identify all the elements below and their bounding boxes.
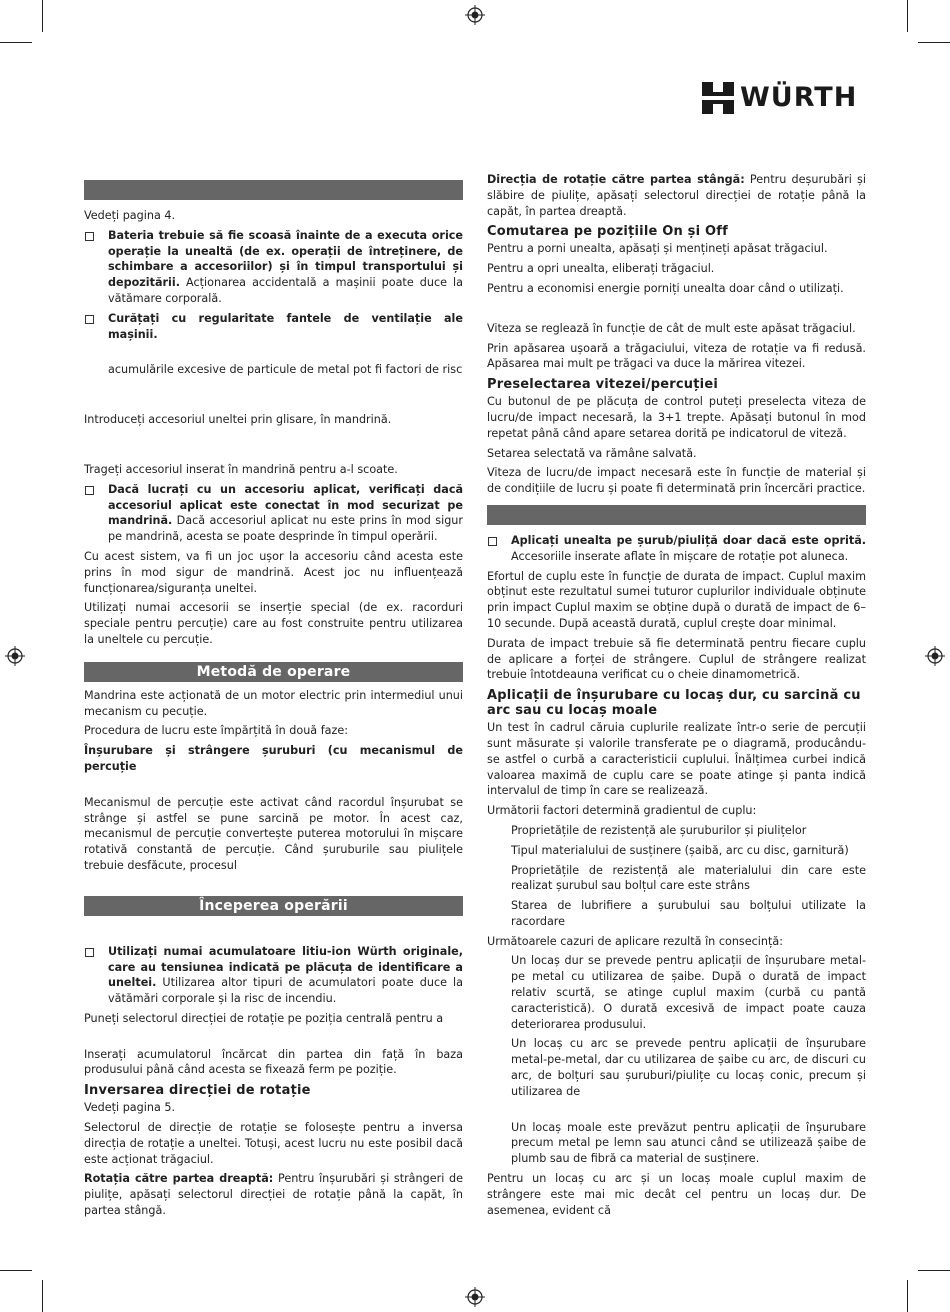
heading-operating-method: Metodă de operare bbox=[84, 662, 463, 682]
insert-battery: Inserați acumulatorul încărcat din partea din față în baza produsului până când acesta se fixează ferm pe poziție. bbox=[84, 1047, 463, 1077]
spacer bbox=[84, 779, 463, 795]
operating-p3: Înșurubare și strângere șuruburi (cu mecanismul de percuție bbox=[84, 744, 463, 773]
wurth-logo-icon bbox=[700, 80, 736, 116]
crop-mark-top-left bbox=[42, 0, 43, 32]
play-text: Cu acest sistem, va fi un joc ușor la accesoriu când acesta este prins în mod sigur de mandrină. Acest joc nu influențează funcționarea/siguranța uneltei. bbox=[84, 549, 463, 595]
on-text: Pentru a porni unealta, apăsați și mențineți apăsat trăgaciul. bbox=[487, 242, 828, 256]
section-bar-empty-1 bbox=[84, 180, 463, 200]
case-soft-joint: Un locaș moale este prevăzut pentru aplicații de înșurubare precum metal pe lemn sau atunci când se utilizează șaibe de plumb sau de fibră ca material de susținere. bbox=[511, 1120, 866, 1166]
see-page-4: Vedeți pagina 4. bbox=[84, 209, 176, 222]
brand-logo bbox=[700, 80, 870, 118]
torque-p2: Durata de impact trebuie să fie determinată pentru fiecare cuplu de aplicare a forței de strângere. Cuplul de strângere realizat trebuie întotdeauna verificat cu o cheie dinamometrică. bbox=[487, 636, 866, 682]
registration-mark-bottom-icon bbox=[465, 1287, 485, 1307]
heading-reverse-rotation: Inversarea direcției de rotație bbox=[84, 1083, 311, 1099]
crop-mark-top-right bbox=[907, 0, 908, 32]
vent-text: acumulările excesive de particule de metal pot fi factori de risc bbox=[108, 363, 463, 377]
heading-preselect: Preselectarea vitezei/percuției bbox=[487, 377, 718, 393]
cases-intro: Următoarele cazuri de aplicare rezultă în consecință: bbox=[487, 934, 783, 948]
registration-mark-left-icon bbox=[5, 646, 25, 666]
insert-accessory: Introduceți accesoriul uneltei prin glisare, în mandrină. bbox=[84, 413, 392, 427]
final-paragraph: Pentru un locaș cu arc și un locaș moale cuplul maxim de strângere este mai mic decât cel pentru un locaș dur. De asemenea, evident că bbox=[487, 1172, 866, 1217]
crop-mark-bottom-left bbox=[42, 1280, 43, 1312]
heading-start-operation: Începerea operării bbox=[84, 896, 463, 916]
special-accessories: Utilizați numai accesorii se inserție special (de ex. racorduri speciale pentru percuție) care au fost construite pentru utilizarea la uneltele cu percuție. bbox=[84, 601, 463, 646]
spacer bbox=[84, 1031, 463, 1047]
section-bar-empty-2 bbox=[487, 505, 866, 525]
spacer bbox=[487, 301, 866, 321]
case-hard-joint: Un locaș dur se prevede pentru aplicații de înșurubare metal-pe metal cu utilizarea de șaibe. După o durată de impact relativ scurtă, se atinge cuplul maxim (curbă cu pantă caracteristică). O durată excesivă de impact poate cauza deteriorarea produsului. bbox=[511, 954, 866, 1031]
crop-mark-top-left-h bbox=[0, 42, 32, 43]
operating-p1: Mandrina este acționată de un motor electric prin intermediul unui mecanism cu pecuție. bbox=[84, 688, 463, 718]
crop-mark-bottom-right-h bbox=[918, 1270, 950, 1271]
spacer bbox=[84, 878, 463, 896]
warning-screw: Aplicați unealta pe șurub/piuliță doar dacă este oprită. Accesoriile inserate aflate în mișcare de rotație pot aluneca. bbox=[487, 533, 866, 565]
crop-mark-top-right-h bbox=[918, 42, 950, 43]
speed-p1: Viteza se reglează în funcție de cât de mult este apăsat trăgaciul. bbox=[487, 321, 856, 335]
factor-item: Starea de lubrifiere a șurubului sau bolțului utilizate la racordare bbox=[511, 899, 866, 928]
right-column bbox=[487, 172, 866, 1222]
warning-ventilation: Curățați cu regularitate fantele de ventilație ale mașinii. bbox=[84, 311, 463, 343]
left-column bbox=[84, 180, 463, 1223]
factors-intro: Următorii factori determină gradientul de cuplu: bbox=[487, 804, 757, 818]
selector-center: Puneți selectorul direcției de rotație pe poziția centrală pentru a bbox=[84, 1011, 444, 1025]
spacer bbox=[84, 382, 463, 412]
rotation-left: Direcția de rotație către partea stângă: Pentru deșurubări și slăbire de piulițe, apăsați selectorul direcției de rotație până la capăt, în partea dreaptă. bbox=[487, 173, 866, 218]
factor-item: Tipul materialului de susținere (șaibă, arc cu disc, garnitură) bbox=[511, 843, 849, 857]
joints-p1: Un test în cadrul căruia cuplurile realizate într-o serie de percuții sunt măsurate și valorile transferate pe o diagramă, producându-se astfel o curbă a caracteristicii cuplului. Înălțimea curbei indică valoarea maximă de cuplu care se poate atinge și panta indică intervalul de timp în care se realizează. bbox=[487, 721, 866, 798]
off-text: Pentru a opri unealta, eliberați trăgaciul. bbox=[487, 262, 715, 276]
speed-p2: Prin apăsarea ușoară a trăgaciului, viteza de rotație va fi redusă. Apăsarea mai mult pe trăgaci va duce la mărirea vitezei. bbox=[487, 341, 866, 371]
torque-p1: Efortul de cuplu este în funcție de durata de impact. Cuplul maxim obținut este rezultatul sumei tuturor cuplurilor individuale obținute prin impact Cuplul maxim se obține după o durată de impact de 6–10 secunde. După această durată, cuplul crește doar minimal. bbox=[487, 569, 866, 630]
case-spring-joint: Un locaș cu arc se prevede pentru aplicații de înșurubare metal-pe-metal, dar cu utilizarea de șaibe cu arc, de discuri cu arc, de bolțuri sau șuruburi/piulițe cu locaș conic, precum și utilizarea de bbox=[511, 1037, 866, 1098]
heading-joints: Aplicații de înșurubare cu locaș dur, cu sarcină cu arc sau cu locaș moale bbox=[487, 688, 861, 719]
spacer bbox=[84, 346, 463, 362]
see-page-5: Vedeți pagina 5. bbox=[84, 1101, 176, 1115]
save-energy: Pentru a economisi energie porniți unealta doar când o utilizați. bbox=[487, 281, 844, 295]
operating-p2: Procedura de lucru este împărțită în două faze: bbox=[84, 724, 349, 738]
brand-name: WÜRTH bbox=[740, 82, 858, 113]
heading-on-off: Comutarea pe pozițiile On și Off bbox=[487, 224, 728, 240]
spacer bbox=[84, 432, 463, 462]
spacer bbox=[84, 922, 463, 944]
rotation-right: Rotația către partea dreaptă: Pentru înșurubări și strângeri de piulițe, apăsați selectorul direcției de rotație până la capăt, în partea stângă. bbox=[84, 1172, 463, 1218]
warning-original-batteries: Utilizați numai acumulatoare litiu-ion Würth originale, care au tensiunea indicată pe plăcuța de identificare a uneltei. Utilizarea altor tipuri de acumulatori poate duce la vătămări corporale și la risc de incendiu. bbox=[84, 944, 463, 1007]
factor-item: Proprietățile de rezistență ale șuruburilor și piulițelor bbox=[511, 823, 807, 837]
registration-mark-top-icon bbox=[465, 5, 485, 25]
preselect-p3: Viteza de lucru/de impact necesară este în funcție de material și de condițiile de lucru și poate fi determinată prin încercări practice. bbox=[487, 466, 866, 496]
factor-item: Proprietățile de rezistență ale materialului din care este realizat șurubul sau bolțul care este strâns bbox=[511, 863, 866, 893]
remove-accessory: Trageți accesoriul inserat în mandrină pentru a-l scoate. bbox=[84, 462, 398, 476]
preselect-p1: Cu butonul de pe plăcuța de control puteți preselecta viteza de lucru/de impact necesară, la 3+1 trepte. Apăsați butonul în mod repetat până când apare setarea dorită pe indicatorul de viteză. bbox=[487, 395, 866, 440]
crop-mark-bottom-right bbox=[907, 1280, 908, 1312]
crop-mark-bottom-left-h bbox=[0, 1270, 32, 1271]
warning-battery: Bateria trebuie să fie scoasă înainte de a executa orice operație la unealtă (de ex. operații de întreținere, de schimbare a accesoriilor) și în timpul transportului și depozitării. Acționarea accidentală a mașinii poate duce la vătămare corporală. bbox=[84, 228, 463, 307]
warning-accessory: Dacă lucrați cu un accesoriu aplicat, verificați dacă accesoriul aplicat este conectat în mod securizat pe mandrină. Dacă accesoriul aplicat nu este prins în mod sigur pe mandrină, acesta se poate desprinde în timpul operării. bbox=[84, 482, 463, 545]
spacer bbox=[487, 1104, 866, 1120]
operating-p4: Mecanismul de percuție este activat când racordul înșurubat se strânge și astfel se pune sarcină pe motor. În acest caz, mecanismul de percuție convertește puterea motorului în mișcare rotativă constantă de percuție. Când șuruburile sau piulițele trebuie desfăcute, procesul bbox=[84, 795, 463, 872]
preselect-p2: Setarea selectată va rămâne salvată. bbox=[487, 446, 697, 460]
reverse-p1: Selectorul de direcție de rotație se folosește pentru a inversa direcția de rotație a uneltei. Totuși, acest lucru nu este posibil dacă este acționat trăgaciul. bbox=[84, 1121, 463, 1166]
registration-mark-right-icon bbox=[925, 646, 945, 666]
